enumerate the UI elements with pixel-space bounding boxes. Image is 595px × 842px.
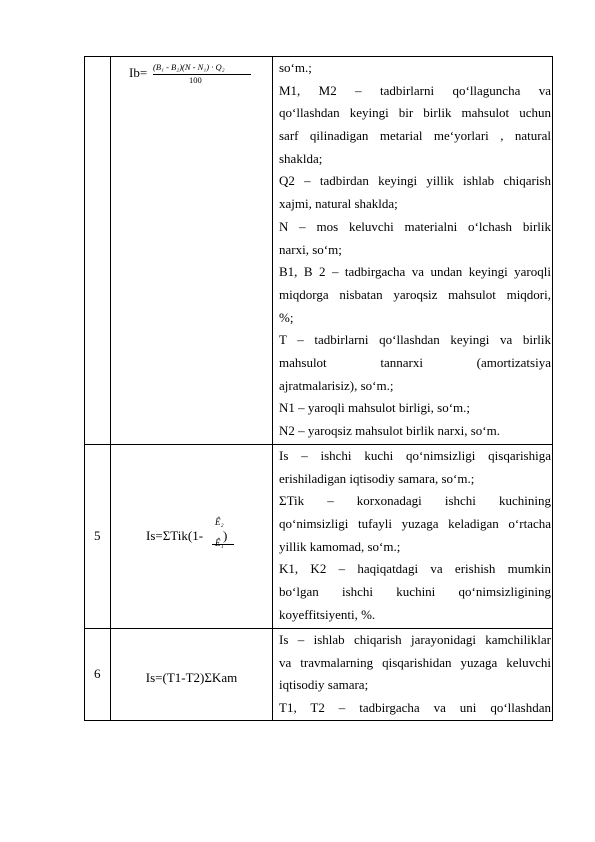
formula-suffix: ) (223, 528, 228, 544)
description-line: Q2 – tadbirdan keyingi yillik ishlab chiqarish (279, 173, 551, 189)
description-line: ΣTik – korxonadagi ishchi kuchining (279, 493, 551, 509)
description-line: sarf qilinadigan metarial me‘yorlari , natural (279, 128, 551, 144)
description-line: qo‘llashdan keyingi bir birlik mahsulot uchun (279, 105, 551, 121)
formula-numerator: (B₁ - B₂)(N - N₁) · Q₂ (153, 62, 225, 72)
description-line: xajmi, natural shaklda; (279, 196, 398, 212)
formula-prefix: Is=ΣTik(1- (146, 528, 204, 544)
formula-prefix: Ib= (129, 65, 148, 80)
description-line: qo‘nimsizligi tufayli yuzaga keladigan o‘rtacha (279, 516, 551, 532)
formula-cell (111, 628, 273, 720)
table-row (85, 628, 553, 720)
description-line: T1, T2 – tadbirgacha va uni qo‘llashdan (279, 699, 551, 715)
fraction-bar (153, 74, 251, 75)
description-line: M1, M2 – tadbirlarni qo‘llaguncha va (279, 82, 551, 98)
description-cell (273, 628, 553, 720)
description-line: N – mos keluvchi materialni o‘lchash birlik (279, 218, 551, 234)
description-cell (273, 57, 553, 445)
description-line: mahsulot tannarxi (amortizatsiya (279, 354, 551, 370)
description-line: shaklda; (279, 150, 323, 166)
row-number (85, 57, 111, 445)
row-number: 5 (85, 445, 111, 629)
description-line: miqdorga nisbatan yaroqsiz mahsulot miqdori, (279, 286, 551, 302)
description-line: Is – ishchi kuchi qo‘nimsizligi qisqarishiga (279, 448, 551, 463)
description-line: bo‘lgan ishchi kuchini qo‘nimsizligining (279, 584, 551, 600)
description-line: B1, B 2 – tadbirgacha va undan keyingi yaroqli (279, 264, 551, 280)
table-row (85, 445, 553, 629)
formula-ib (111, 57, 272, 91)
formula-cell (111, 445, 273, 629)
description-line: Is – ishlab chiqarish jarayonidagi kamchiliklar (279, 631, 551, 647)
row-number: 6 (85, 628, 111, 720)
description-cell (273, 445, 553, 629)
description-line: N1 – yaroqli mahsulot birligi, so‘m.; (279, 400, 471, 416)
description-line: koyeffitsiyenti, %. (279, 606, 376, 622)
description-line: T – tadbirlarni qo‘llashdan keyingi va birlik (279, 332, 551, 348)
description-line: iqtisodiy samara; (279, 677, 369, 693)
formula-text: Is=(T1-T2)ΣKam (145, 670, 238, 686)
description-line: narxi, so‘m; (279, 241, 342, 257)
formula-numerator: Ê₂ (215, 517, 224, 528)
table-row (85, 57, 553, 445)
description-line: N2 – yaroqsiz mahsulot birlik narxi, so‘m. (279, 423, 500, 438)
description-line: K1, K2 – haqiqatdagi va erishish mumkin (279, 561, 551, 577)
description-line: ajratmalarisiz), so‘m.; (279, 377, 394, 393)
description-line: erishiladigan iqtisodiy samara, so‘m.; (279, 470, 475, 486)
description-line: %; (279, 309, 294, 325)
description-line: so‘m.; (279, 60, 312, 75)
description-line: va travmalarning qisqarishidan yuzaga keluvchi (279, 654, 551, 670)
formula-is-tik (111, 516, 272, 556)
formula-cell (111, 57, 273, 445)
formula-denominator: Ê₁ (215, 538, 224, 549)
description-line: yillik kamomad, so‘m.; (279, 538, 401, 554)
formula-denominator: 100 (189, 75, 202, 85)
formula-table (84, 56, 553, 721)
